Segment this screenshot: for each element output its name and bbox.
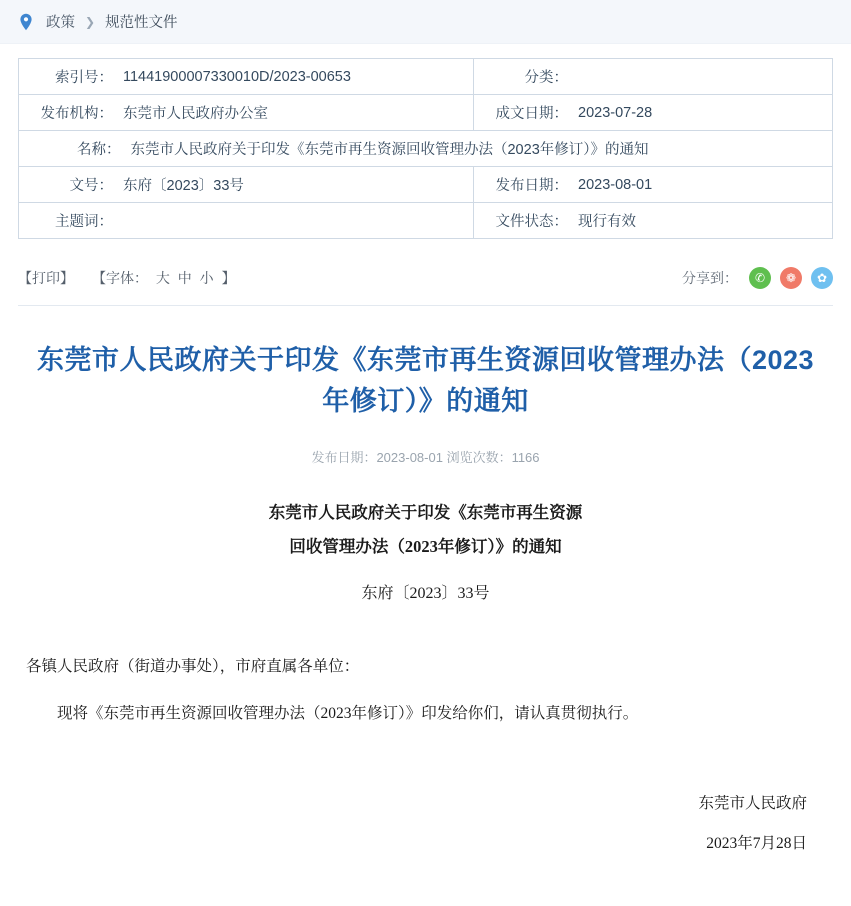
weibo-share-icon[interactable]: ❁: [780, 267, 802, 289]
table-row: [19, 167, 833, 203]
breadcrumb-item-current: 规范性文件: [105, 15, 178, 31]
table-row: [19, 95, 833, 131]
document-info-section: [0, 44, 851, 239]
document-heading: [26, 496, 825, 564]
value-doc-number: 东府〔2023〕33号: [123, 178, 244, 194]
table-cell-draft-date: [474, 95, 833, 131]
share-group: [682, 267, 833, 289]
table-cell-category: [474, 59, 833, 95]
paragraph-salutation: 各镇人民政府（街道办事处），市府直属各单位：: [26, 657, 360, 675]
label-issuing-org: 发布机构：: [40, 106, 113, 122]
utility-bar: [18, 257, 833, 306]
value-draft-date: 2023-07-28: [578, 104, 653, 121]
font-size-group: [88, 268, 236, 288]
label-index-no: 索引号：: [55, 70, 113, 86]
table-cell-doc-name: [19, 131, 833, 167]
label-doc-name: 名称：: [77, 142, 121, 158]
table-cell-doc-number: [19, 167, 474, 203]
label-status: 文件状态：: [495, 214, 568, 230]
signature-date: 2023年7月28日: [706, 835, 807, 853]
font-size-large-button[interactable]: 大: [155, 270, 170, 286]
breadcrumb-item-policy[interactable]: 政策: [46, 15, 75, 31]
breadcrumb: [0, 0, 851, 44]
font-size-small-button[interactable]: 小: [199, 270, 214, 286]
table-row: [19, 59, 833, 95]
location-pin-icon: [18, 13, 34, 31]
value-publish-date: 2023-08-01: [578, 176, 653, 193]
table-row: [19, 203, 833, 239]
wechat-share-icon[interactable]: ✆: [749, 267, 771, 289]
font-size-label: 【字体：: [92, 270, 148, 286]
article-meta: 发布日期：2023-08-01 浏览次数：1166: [311, 450, 540, 465]
page-title: 东莞市人民政府关于印发《东莞市再生资源回收管理办法（2023年修订）》的通知: [36, 345, 815, 416]
share-label: 分享到：: [682, 270, 738, 286]
table-cell-publish-date: [474, 167, 833, 203]
document-signature: [26, 784, 825, 865]
value-index-no: 11441900007330010D/2023-00653: [123, 68, 351, 85]
table-cell-keywords: [19, 203, 474, 239]
value-issuing-org: 东莞市人民政府办公室: [123, 106, 268, 122]
document-heading-line-2: 回收管理办法（2023年修订）》的通知: [289, 536, 562, 556]
table-row: [19, 131, 833, 167]
label-draft-date: 成文日期：: [495, 106, 568, 122]
qzone-share-icon[interactable]: ✿: [811, 267, 833, 289]
label-category: 分类：: [524, 70, 568, 86]
utility-left-group: [18, 268, 236, 288]
font-size-suffix: 】: [221, 270, 236, 286]
article-body: [18, 306, 833, 865]
table-cell-index: [19, 59, 474, 95]
status-badge: 现行有效: [578, 214, 636, 230]
label-doc-number: 文号：: [69, 178, 113, 194]
document-heading-line-1: 东莞市人民政府关于印发《东莞市再生资源: [268, 503, 583, 522]
label-keywords: 主题词：: [55, 214, 113, 230]
font-size-medium-button[interactable]: 中: [177, 270, 192, 286]
value-doc-name: 东莞市人民政府关于印发《东莞市再生资源回收管理办法（2023年修订）》的通知: [130, 142, 649, 158]
signature-organization: 东莞市人民政府: [698, 794, 807, 812]
document-info-table: [18, 58, 833, 239]
document-content: [26, 649, 825, 732]
breadcrumb-separator-icon: ❯: [85, 14, 96, 29]
print-button[interactable]: 【打印】: [18, 270, 74, 286]
label-publish-date: 发布日期：: [495, 178, 568, 194]
paragraph-body: 现将《东莞市再生资源回收管理办法（2023年修订）》印发给你们，请认真贯彻执行。: [57, 705, 639, 723]
table-cell-status: [474, 203, 833, 239]
table-cell-issuing-org: [19, 95, 474, 131]
document-number: 东府〔2023〕33号: [361, 584, 490, 602]
